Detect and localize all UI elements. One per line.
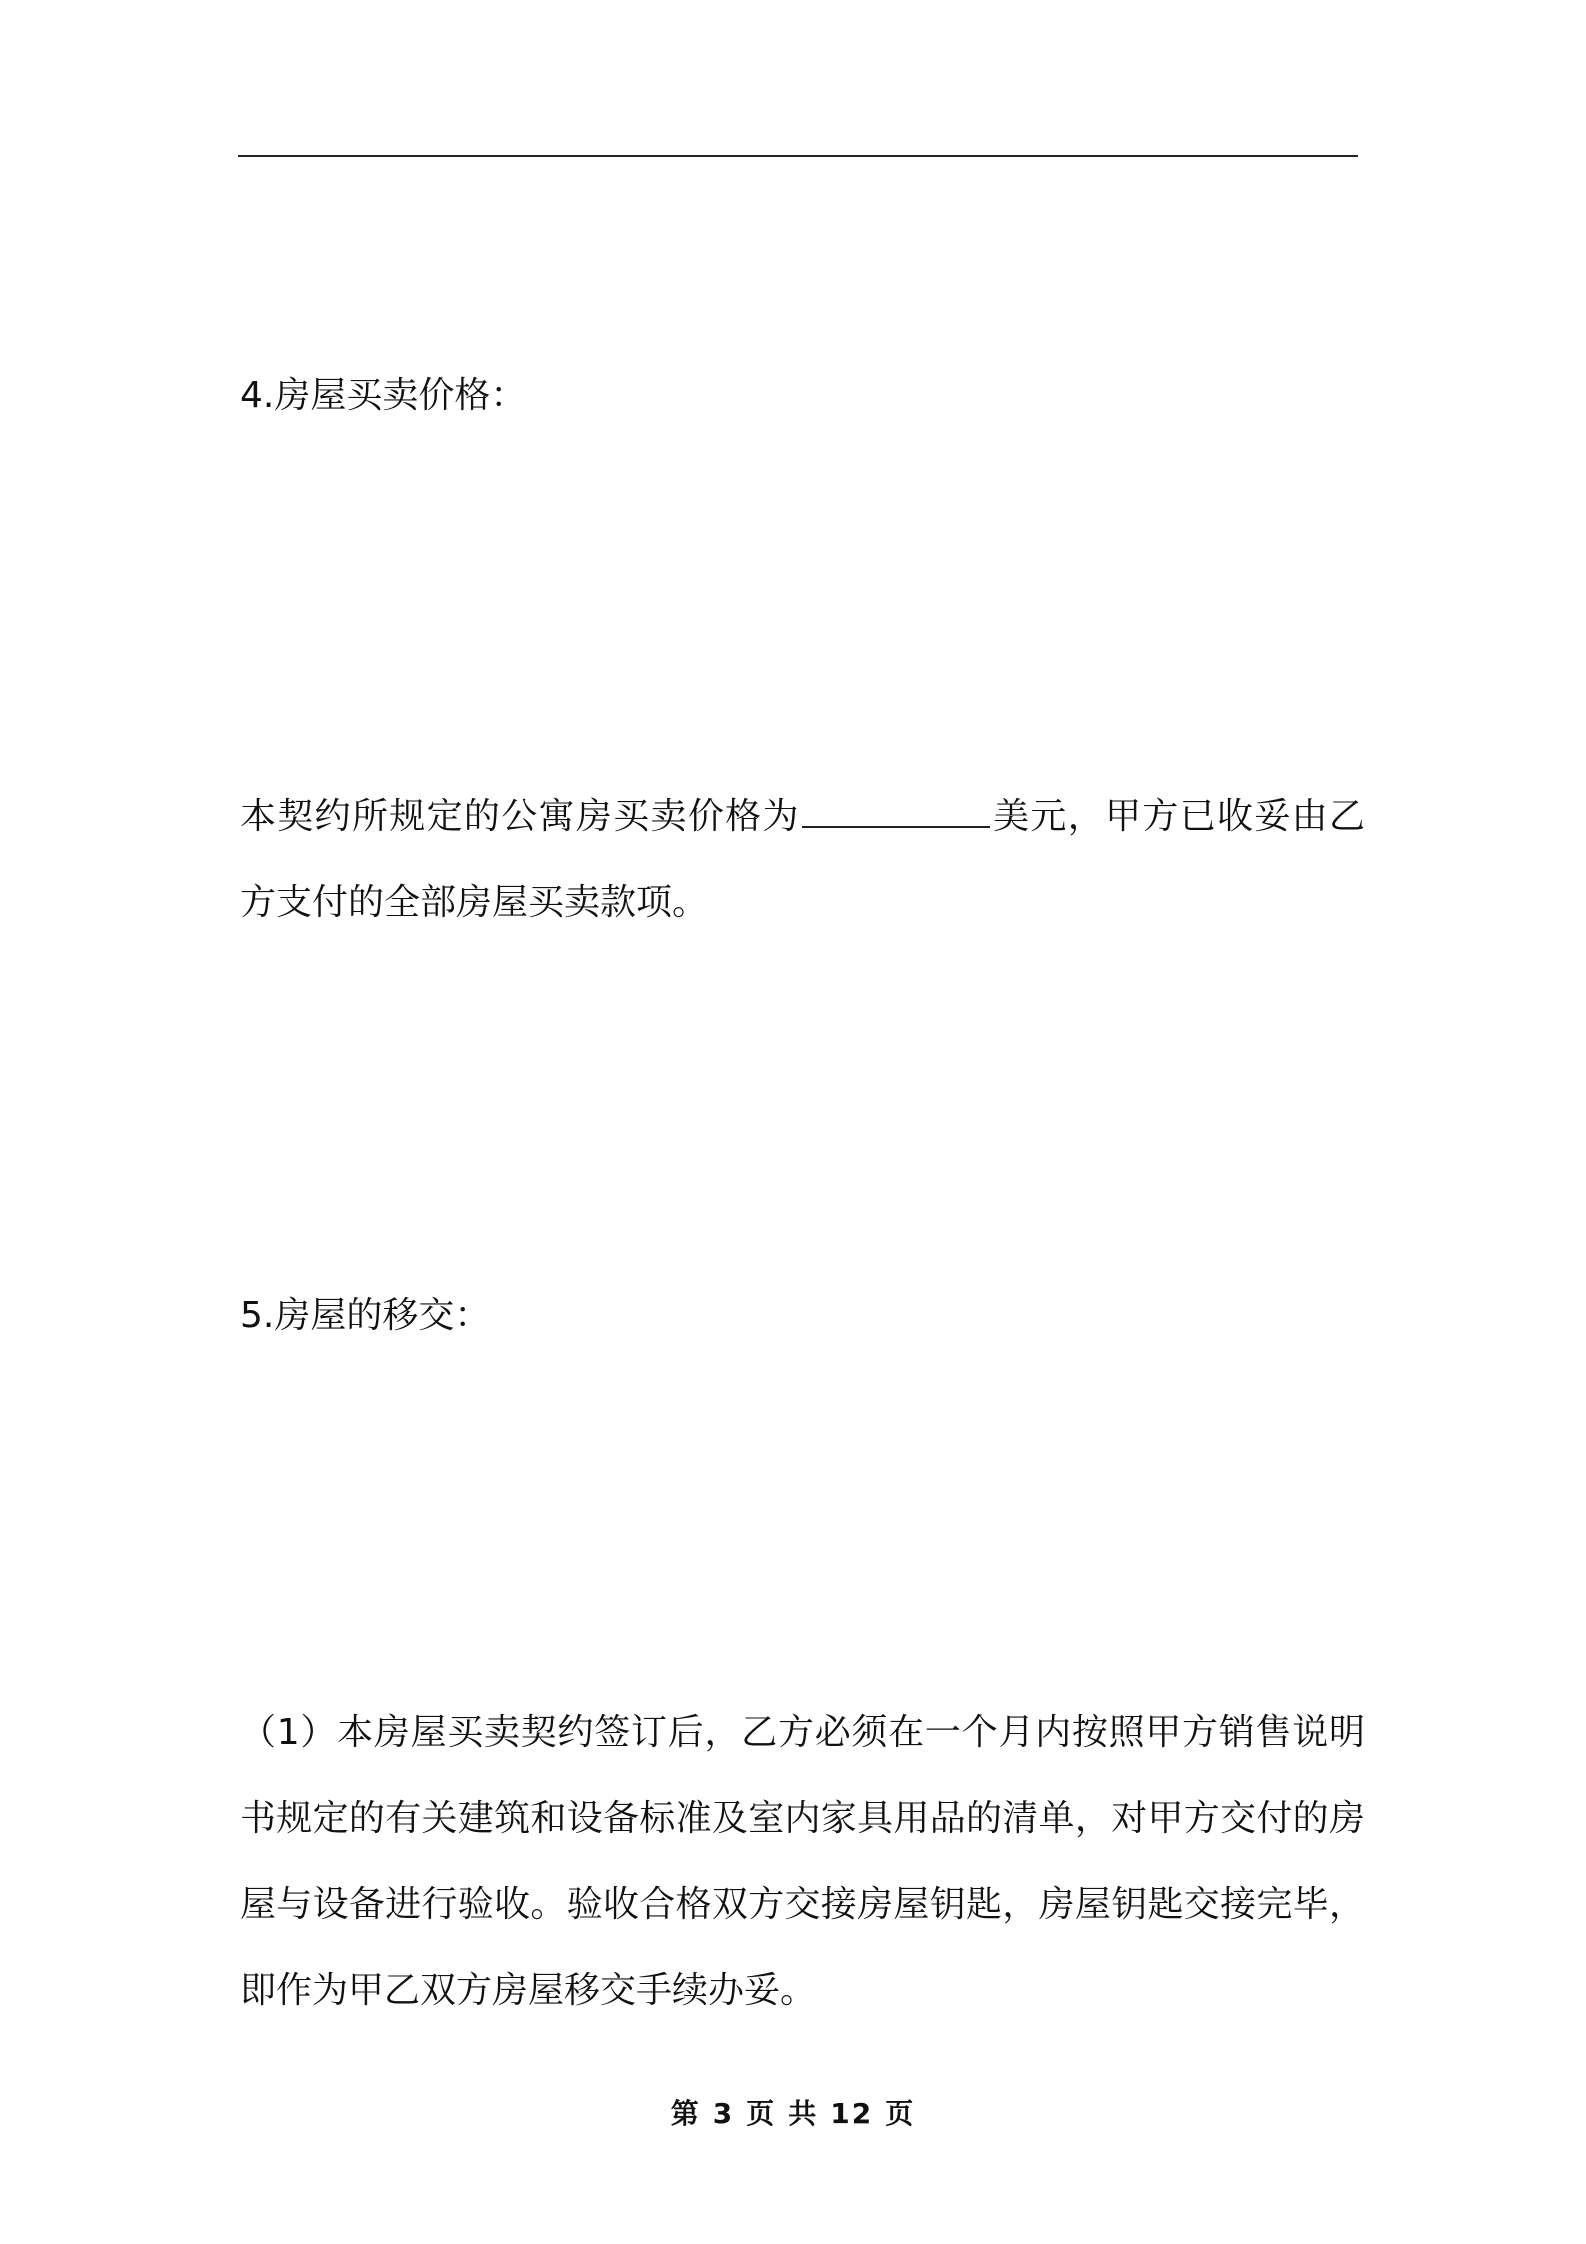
footer-ye: 页 (746, 2097, 777, 2130)
price-blank-field[interactable] (802, 792, 990, 828)
footer-ye-2: 页 (885, 2097, 916, 2130)
page-footer (0, 2094, 1586, 2134)
footer-di: 第 (670, 2097, 701, 2130)
price-text-before: 本契约所规定的公寓房买卖价格为 (240, 796, 800, 837)
footer-page-number: 3 (712, 2097, 735, 2130)
footer-gong: 共 (788, 2097, 819, 2130)
section-5-item-1: （1）本房屋买卖契约签订后，乙方必须在一个月内按照甲方销售说明书规定的有关建筑和设备标准及室内家具用品的清单，对甲方交付的房屋与设备进行验收。验收合格双方交接房屋钥匙，房屋钥匙交接完毕，即作为甲乙双方房屋移交手续办妥。 (240, 1712, 1365, 2011)
section-4-paragraph (240, 774, 1365, 946)
price-text-after: 美元，甲方已收妥由乙方支付的全部房屋买卖款项。 (240, 796, 1365, 923)
section-4-heading: 4.房屋买卖价格： (240, 375, 527, 416)
footer-total-pages: 12 (830, 2097, 874, 2130)
header-rule (238, 155, 1358, 157)
section-5-heading: 5.房屋的移交： (240, 1295, 491, 1336)
